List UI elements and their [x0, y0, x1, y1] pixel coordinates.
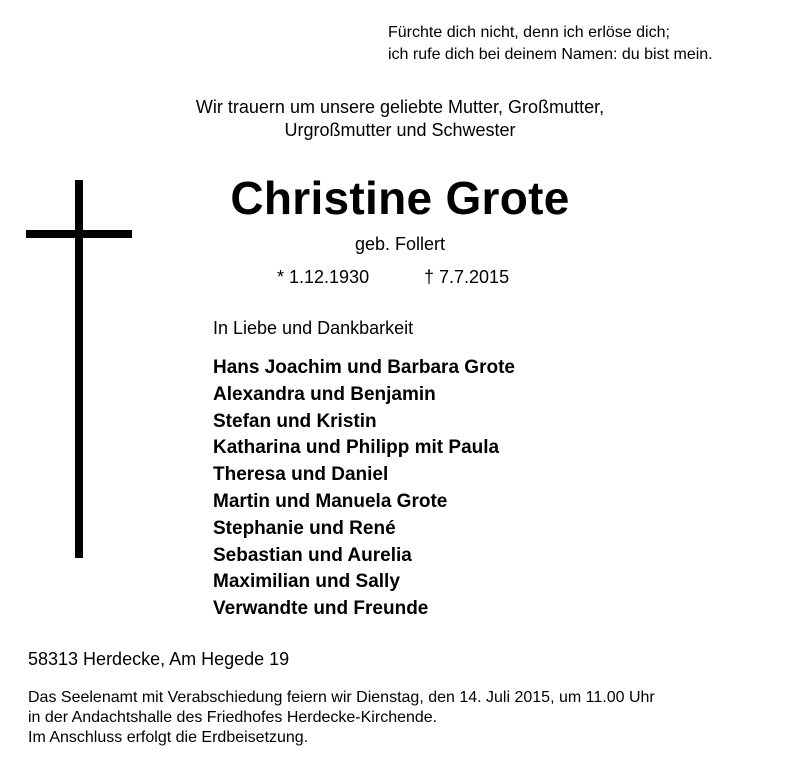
- mourner-entry: Sebastian und Aurelia: [213, 544, 412, 566]
- mourner-entry: Hans Joachim und Barbara Grote: [213, 357, 515, 378]
- deceased-name: Christine Grote: [230, 172, 570, 224]
- family-address: 58313 Herdecke, Am Hegede 19: [28, 649, 290, 669]
- service-notice: [28, 688, 655, 748]
- mourner-entry: Katharina und Philipp mit Paula: [213, 437, 500, 459]
- verse-line-1: Fürchte dich nicht, denn ich erlöse dich;: [388, 24, 670, 41]
- mourner-entry: Theresa und Daniel: [213, 464, 389, 486]
- mourner-entry: Stephanie und René: [213, 517, 396, 539]
- mourner-entry: Maximilian und Sally: [213, 571, 400, 593]
- birth-name: geb. Follert: [354, 234, 446, 254]
- mourner-entry: Alexandra und Benjamin: [213, 383, 436, 405]
- dedication-line: In Liebe und Dankbarkeit: [213, 318, 414, 338]
- notice-line-1: Das Seelenamt mit Verabschiedung feiern wir Dienstag, den 14. Juli 2015, um 11.00 Uhr: [28, 689, 655, 706]
- mourner-entry: Stefan und Kristin: [213, 410, 377, 432]
- notice-line-3: Im Anschluss erfolgt die Erdbeisetzung.: [28, 729, 309, 746]
- mourner-entry: Martin und Manuela Grote: [213, 490, 448, 512]
- bible-verse: [388, 22, 713, 66]
- intro-line-1: Wir trauern um unsere geliebte Mutter, Großmutter,: [195, 97, 605, 117]
- mourning-intro: [0, 96, 800, 142]
- death-date: † 7.7.2015: [424, 267, 510, 287]
- mourners-list: [213, 355, 515, 623]
- mourner-entry: Verwandte und Freunde: [213, 598, 429, 620]
- verse-line-2: ich rufe dich bei deinem Namen: du bist mein.: [388, 46, 713, 63]
- intro-line-2: Urgroßmutter und Schwester: [284, 120, 516, 140]
- birth-date: * 1.12.1930: [277, 267, 370, 287]
- notice-line-2: in der Andachtshalle des Friedhofes Herdecke-Kirchende.: [28, 709, 438, 726]
